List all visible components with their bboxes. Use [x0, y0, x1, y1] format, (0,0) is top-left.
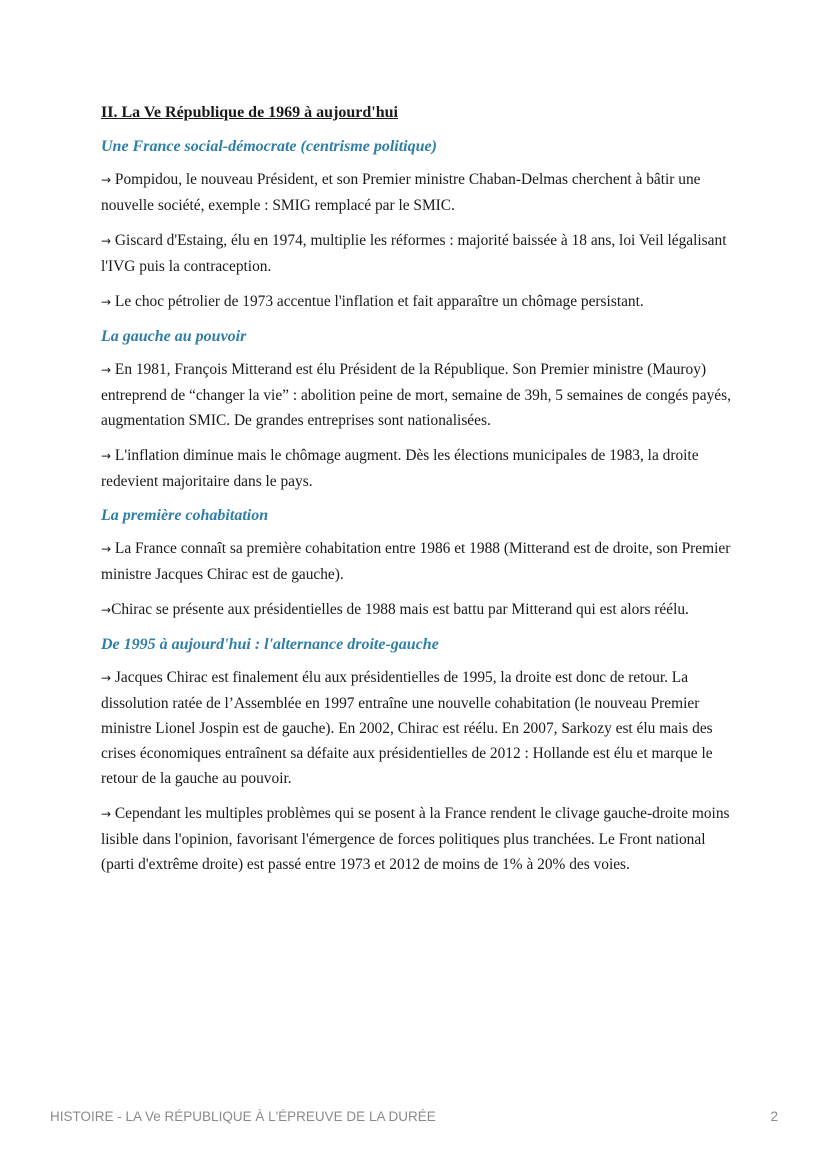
page-number: 2 [770, 1109, 778, 1124]
paragraph [101, 597, 731, 623]
arrow-icon: → [101, 603, 112, 617]
paragraph-text: Cependant les multiples problèmes qui se posent à la France rendent le clivage gauche-droite moins lisible dans l'opinion, favorisant l'émergence de forces politiques plus tranchées. Le Front national (parti d'extrême droite) est passé entre 1973 et 2012 de moins de 1% à 20% des voies. [101, 805, 730, 873]
paragraph-text: Chirac se présente aux présidentielles de 1988 mais est battu par Mitterand qui est alors réélu. [111, 601, 689, 618]
paragraph [101, 443, 731, 494]
paragraph [101, 289, 731, 315]
paragraph-text: Jacques Chirac est finalement élu aux présidentielles de 1995, la droite est donc de retour. La dissolution ratée de l’Assemblée en 1997 entraîne une nouvelle cohabitation (le nouveau Premier ministre Lionel Jospin est de gauche). En 2002, Chirac est réélu. En 2007, Sarkozy est élu mais des crises économiques entraînent sa défaite aux présidentielles de 2012 : Hollande est élu et marque le retour de la gauche au pouvoir. [101, 669, 713, 787]
paragraph [101, 167, 731, 218]
paragraph-text: La France connaît sa première cohabitation entre 1986 et 1988 (Mitterand est de droite, son Premier ministre Jacques Chirac est de gauche). [101, 540, 731, 583]
paragraph-text: Pompidou, le nouveau Président, et son Premier ministre Chaban-Delmas cherchent à bâtir une nouvelle société, exemple : SMIG remplacé par le SMIC. [101, 171, 701, 214]
arrow-icon: → [101, 542, 112, 556]
arrow-icon: → [101, 234, 112, 248]
paragraph [101, 357, 731, 433]
paragraph [101, 228, 731, 279]
subheading: La gauche au pouvoir [101, 328, 247, 345]
subheading: De 1995 à aujourd'hui : l'alternance droite-gauche [101, 636, 439, 653]
footer-title: HISTOIRE - LA Ve RÉPUBLIQUE À L'ÉPREUVE DE LA DURÉE [50, 1109, 436, 1124]
section-title: II. La Ve République de 1969 à aujourd'hui [101, 104, 398, 121]
page-content [101, 101, 731, 887]
paragraph-text: Giscard d'Estaing, élu en 1974, multiplie les réformes : majorité baissée à 18 ans, loi Veil légalisant l'IVG puis la contraception. [101, 232, 727, 275]
paragraph [101, 665, 731, 791]
arrow-icon: → [101, 363, 112, 377]
paragraph-text: En 1981, François Mitterand est élu Président de la République. Son Premier ministre (Mauroy) entreprend de “changer la vie” : abolition peine de mort, semaine de 39h, 5 semaines de congés payés, augmentation SMIC. De grandes entreprises sont nationalisées. [101, 361, 731, 429]
arrow-icon: → [101, 807, 112, 821]
paragraph-text: L'inflation diminue mais le chômage augment. Dès les élections municipales de 1983, la droite redevient majoritaire dans le pays. [101, 447, 699, 490]
arrow-icon: → [101, 173, 112, 187]
paragraph [101, 536, 731, 587]
page-footer [50, 1109, 778, 1124]
arrow-icon: → [101, 295, 112, 309]
arrow-icon: → [101, 671, 112, 685]
arrow-icon: → [101, 449, 112, 463]
paragraph [101, 801, 731, 877]
subheading: Une France social-démocrate (centrisme politique) [101, 138, 437, 155]
subheading: La première cohabitation [101, 507, 269, 524]
paragraph-text: Le choc pétrolier de 1973 accentue l'inflation et fait apparaître un chômage persistant. [114, 293, 644, 310]
